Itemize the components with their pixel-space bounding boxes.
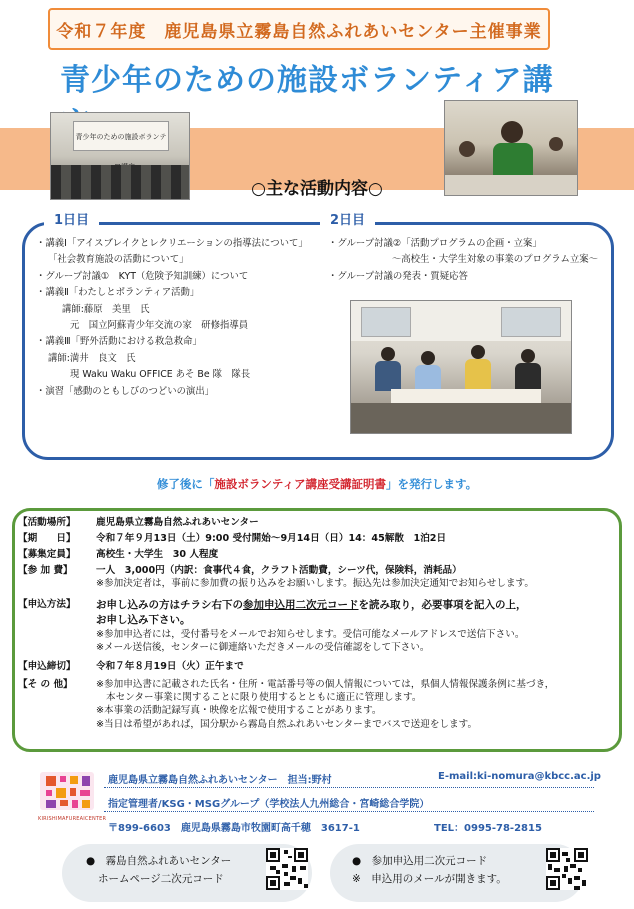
info-note: ※メール送信後，センターに御連絡いただきメールの受信確認をして下さい。 (96, 642, 430, 654)
cert-highlight: 施設ボランティア講座受講証明書 (214, 477, 386, 491)
divider (104, 811, 594, 812)
homepage-qr-line1: ● 霧島自然ふれあいセンター (86, 855, 232, 867)
group-discussion-photo (350, 300, 572, 434)
info-key: 【申込方法】 (18, 599, 76, 610)
info-value: 一人 3,000円（内訳：食事代４食，クラフト活動費，シーツ代，保険料，消耗品） (96, 565, 462, 576)
cert-prefix: 修了後に「 (156, 477, 215, 491)
apply-qr-line2: ※ 申込用のメールが開きます。 (352, 873, 507, 885)
footer-org: 鹿児島県立霧島自然ふれあいセンター 担当:野村 (108, 775, 332, 786)
info-key: 【参 加 費】 (18, 565, 73, 576)
homepage-qr-label (86, 852, 231, 888)
page-title: 青少年のための施設ボランティア講 (60, 63, 554, 98)
apply-line2: お申し込み下さい。 (96, 614, 191, 626)
day1-label: 1日目 (44, 210, 99, 232)
activity-title: ○主な活動内容○ (251, 179, 383, 199)
info-note: ※参加申込書に記載された氏名・住所・電話番号等の個人情報については，県個人情報保護条例に基づき， (96, 679, 555, 690)
info-value: 高校生・大学生 30 人程度 (96, 549, 219, 560)
day1-line: 現 Waku Waku OFFICE あそ Be 隊 隊長 (70, 369, 251, 381)
apply-qr-label (352, 852, 507, 888)
apply-qr-line1: ● 参加申込用二次元コード (352, 855, 488, 867)
footer-address: 〒899-6603 鹿児島県霧島市牧園町高千穂 3617-1 (108, 823, 360, 834)
day1-line: ・演習「感動のともしびのつどいの演出」 (36, 385, 215, 397)
apply-prefix: お申し込みの方はチラシ右下の (96, 599, 243, 611)
day2-line: ～高校生・大学生対象の事業のプログラム立案～ (391, 254, 598, 266)
cert-suffix: 」を発行します。 (386, 477, 478, 491)
day1-line: ・講義Ⅲ「野外活動における救急救命」 (36, 336, 202, 348)
info-value: 令和７年９月13日（土）9:00 受付開始～9月14日（日）14：45解散 1泊2日 (96, 533, 447, 544)
footer-manager: 指定管理者/KSG・MSGグループ（学校法人九州総合・宮崎総合学院） (108, 799, 430, 810)
info-value: 鹿児島県立霧島自然ふれあいセンター (96, 517, 259, 528)
lecture-photo (50, 112, 190, 200)
info-value: 令和７年８月19日（火）正午まで (96, 661, 244, 672)
photo-screen-text: 青少年のための施設ボランテ (73, 121, 169, 151)
day1-line: ・講義Ⅱ「わたしとボランティア活動」 (36, 287, 200, 299)
group-work-photo (444, 100, 578, 196)
homepage-qr-line2: ホームページ二次元コード (98, 873, 224, 885)
apply-qr-code-icon[interactable] (546, 848, 588, 890)
info-note: ※参加申込者には，受付番号をメールでお知らせします。受信可能なメールアドレスで送信下さい。 (96, 629, 525, 640)
info-note: 本センター事業に関することに限り使用するとともに適正に管理します。 (106, 692, 422, 704)
day2-line: ・グループ討議②「活動プログラムの企画・立案」 (328, 238, 542, 249)
info-note: ※本事業の活動記録写真・映像を広報で使用することがあります。 (96, 705, 382, 717)
info-note: ※参加決定者は，事前に参加費の振り込みをお願いします。振込先は参加決定通知でお知らせします。 (96, 578, 534, 590)
day2-line: ・グループ討議の発表・質疑応答 (328, 270, 468, 282)
info-key: 【募集定員】 (18, 549, 76, 560)
day1-line: 講師:藤原 美里 氏 (62, 303, 150, 315)
day1-line: 元 国立阿蘇青少年交流の家 研修指導員 (70, 320, 249, 332)
footer-email[interactable]: E-mail:ki-nomura@kbcc.ac.jp (438, 771, 601, 782)
info-key: 【期 日】 (18, 533, 76, 544)
divider (104, 787, 594, 788)
audience-shape (51, 165, 190, 199)
day1-line: ・講義Ⅰ「アイスブレイクとレクリエーションの指導法について」 (36, 238, 308, 249)
homepage-qr-code-icon[interactable] (266, 848, 308, 890)
day1-line: 講師:満井 良文 氏 (48, 352, 136, 364)
center-logo-icon (38, 770, 96, 812)
info-key: 【活動場所】 (18, 517, 76, 528)
day1-line: ・グループ討議① KYT（危険予知訓練）について (36, 270, 249, 282)
logo-text: KIRISHIMAFUREAICENTER (38, 816, 107, 822)
day2-content (328, 236, 604, 285)
info-key: 【そ の 他】 (18, 679, 73, 690)
day1-content (36, 236, 326, 400)
day2-label: 2日目 (320, 210, 375, 232)
header-subtitle: 令和７年度 鹿児島県立霧島自然ふれあいセンター主催事業 (48, 8, 550, 50)
apply-qr-link: 参加申込用二次元コード (243, 599, 359, 611)
apply-suffix: を読み取り，必要事項を記入の上， (358, 599, 527, 611)
day1-line: 「社会教育施設の活動について」 (48, 254, 189, 266)
info-note: ※当日は希望があれば，国分駅から霧島自然ふれあいセンターまでバスで送迎をします。 (96, 718, 478, 730)
certificate-note (0, 476, 634, 492)
info-key: 【申込締切】 (18, 661, 76, 672)
footer-tel: TEL：0995-78-2815 (434, 823, 542, 834)
